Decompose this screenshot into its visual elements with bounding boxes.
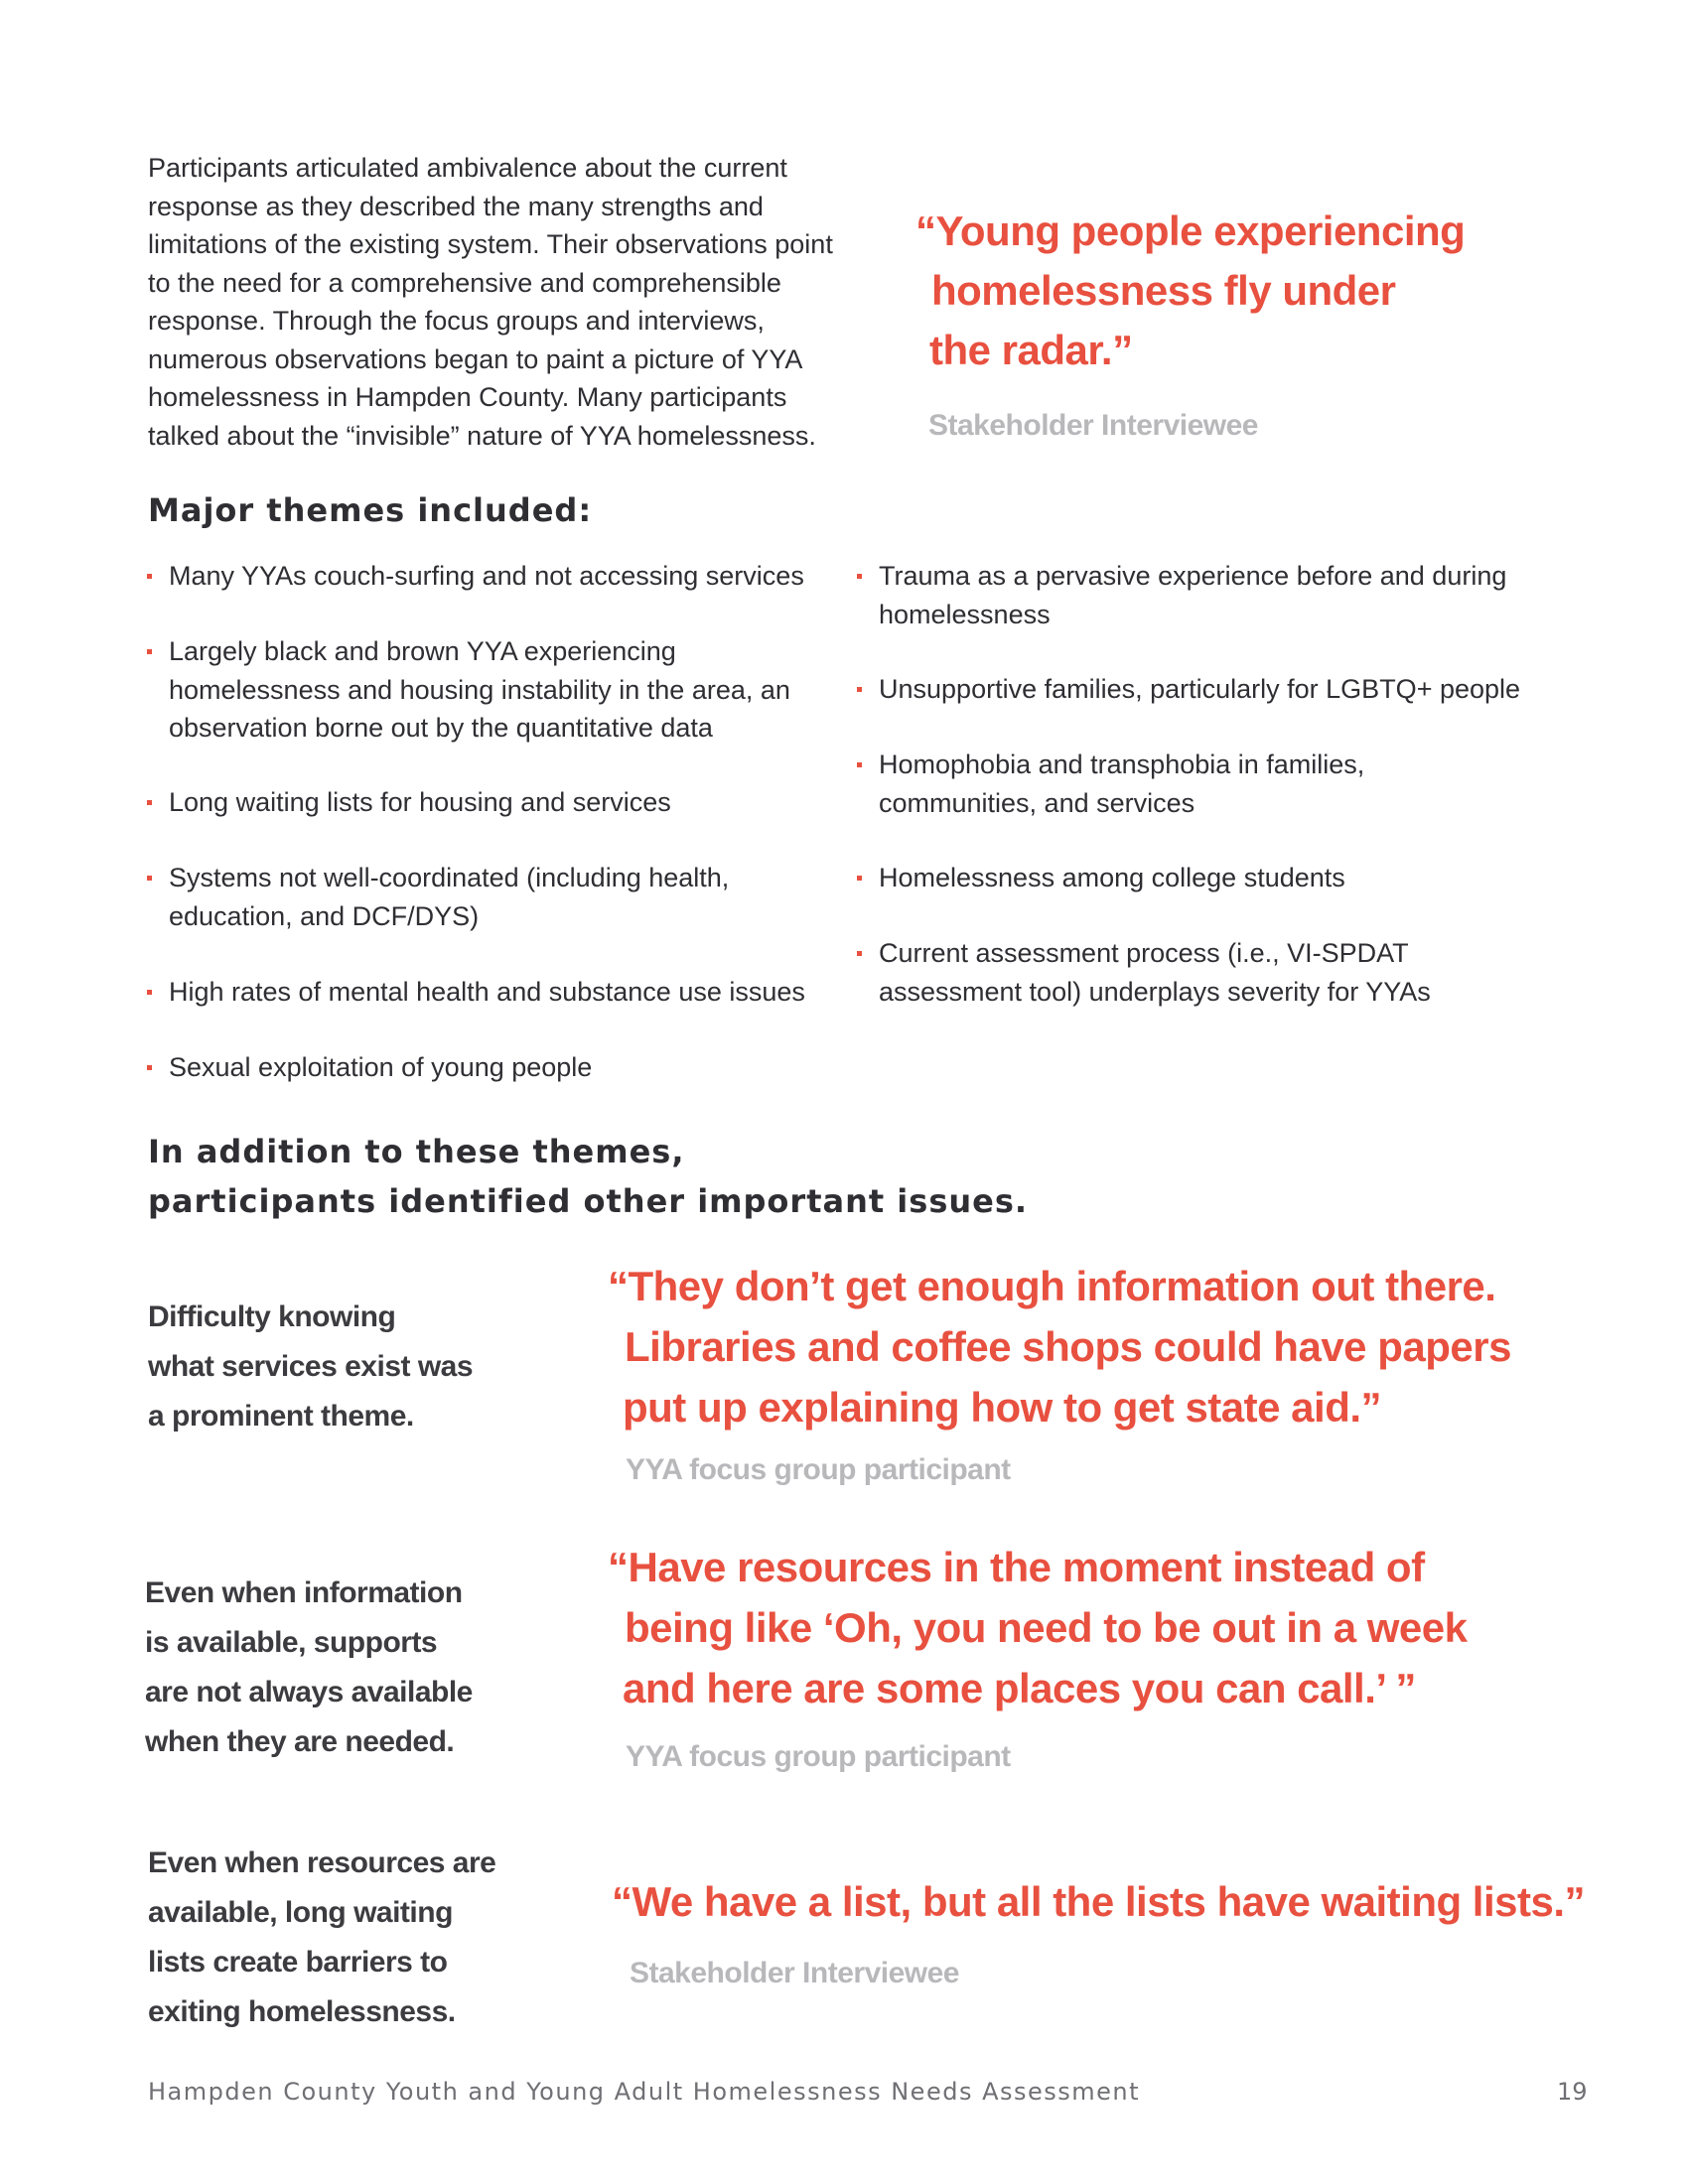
theme-item [857,557,1506,633]
theme-item [147,1048,592,1087]
issue-summary-line: Even when resources are [148,1846,496,1879]
pull-quote-line: homelessness fly under [931,267,1396,314]
theme-text: education, and DCF/DYS) [169,900,480,931]
theme-text: Systems not well-coordinated (including health, [169,863,730,892]
intro-paragraph [148,149,863,455]
issue-quote-attribution: YYA focus group participant [626,1740,1011,1773]
theme-item [147,783,671,822]
issue-summary-line: available, long waiting [148,1896,453,1929]
intro-line: to the need for a comprehensive and comprehensible [148,267,781,298]
theme-text: homelessness [879,599,1051,629]
issue-summary [148,1839,585,2037]
intro-line: homelessness in Hampden County. Many participants [148,382,787,412]
theme-text: Largely black and brown YYA experiencing [169,636,676,666]
theme-text: Homophobia and transphobia in families, [879,750,1365,779]
issue-quote-line: “Have resources in the moment instead of [608,1544,1425,1590]
theme-item [147,557,804,596]
theme-item [857,934,1431,1011]
heading-line: In addition to these themes, [148,1133,685,1170]
footer-title: Hampden County Youth and Young Adult Homelessness Needs Assessment [148,2078,1141,2106]
issue-quote [608,1256,1601,1437]
theme-text: Many YYAs couch-surfing and not accessing services [169,561,804,591]
issue-summary-line: Difficulty knowing [148,1300,396,1333]
pull-quote-line: the radar.” [929,327,1133,373]
intro-line: response as they described the many strengths and [148,191,764,221]
issue-quote-attribution: Stakeholder Interviewee [630,1957,959,1989]
pull-quote [915,202,1472,380]
issue-summary-line: when they are needed. [145,1725,455,1758]
issue-summary-line: lists create barriers to [148,1946,448,1979]
intro-line: Participants articulated ambivalence about the current [148,153,787,183]
issue-summary [145,1569,562,1767]
theme-text: Long waiting lists for housing and services [169,787,671,817]
additional-issues-heading [148,1127,1028,1226]
theme-text: communities, and services [879,787,1196,818]
theme-item [147,632,790,748]
issue-quote [612,1871,1605,1932]
theme-text: Sexual exploitation of young people [169,1052,593,1082]
pull-quote-attribution: Stakeholder Interviewee [928,409,1258,442]
issue-summary-line: Even when information [145,1576,463,1609]
theme-item [857,670,1520,709]
issue-summary-line: a prominent theme. [148,1400,414,1433]
theme-item [857,746,1364,822]
heading-line: participants identified other important issues. [148,1182,1029,1220]
issue-summary-line: is available, supports [145,1626,438,1659]
theme-text: observation borne out by the quantitative data [169,713,713,743]
theme-text: High rates of mental health and substance use issues [169,977,805,1007]
theme-item [147,859,729,935]
issue-quote-line: “They don’t get enough information out there. [608,1263,1496,1309]
theme-item [147,973,805,1012]
issue-summary [148,1293,565,1441]
intro-line: response. Through the focus groups and interviews, [148,306,765,336]
issue-summary-line: are not always available [145,1676,473,1708]
theme-text: Trauma as a pervasive experience before and during [879,561,1507,591]
intro-line: numerous observations began to paint a picture of YYA [148,343,803,374]
issue-quote-line: put up explaining how to get state aid.” [623,1384,1382,1431]
issue-quote [608,1537,1601,1718]
theme-text: homelessness and housing instability in the area, an [169,674,790,705]
issue-quote-line: Libraries and coffee shops could have papers [625,1323,1511,1370]
themes-heading: Major themes included: [148,491,593,529]
intro-line: talked about the “invisible” nature of YYA homelessness. [148,420,816,451]
pull-quote-line: “Young people experiencing [915,207,1466,254]
theme-text: assessment tool) underplays severity for YYAs [879,976,1431,1007]
page-number: 19 [1557,2078,1588,2106]
theme-text: Homelessness among college students [879,863,1345,892]
issue-summary-line: exiting homelessness. [148,1995,456,2028]
theme-text: Unsupportive families, particularly for LGBTQ+ people [879,674,1521,704]
issue-quote-line: and here are some places you can call.’ ” [623,1665,1416,1711]
theme-text: Current assessment process (i.e., VI-SPDAT [879,938,1409,968]
issue-quote-line: being like ‘Oh, you need to be out in a week [625,1604,1468,1651]
issue-quote-attribution: YYA focus group participant [626,1453,1011,1486]
issue-quote-line: “We have a list, but all the lists have waiting lists.” [612,1878,1586,1925]
issue-summary-line: what services exist was [148,1350,474,1383]
theme-item [857,859,1345,897]
intro-line: limitations of the existing system. Their observations point [148,229,833,259]
